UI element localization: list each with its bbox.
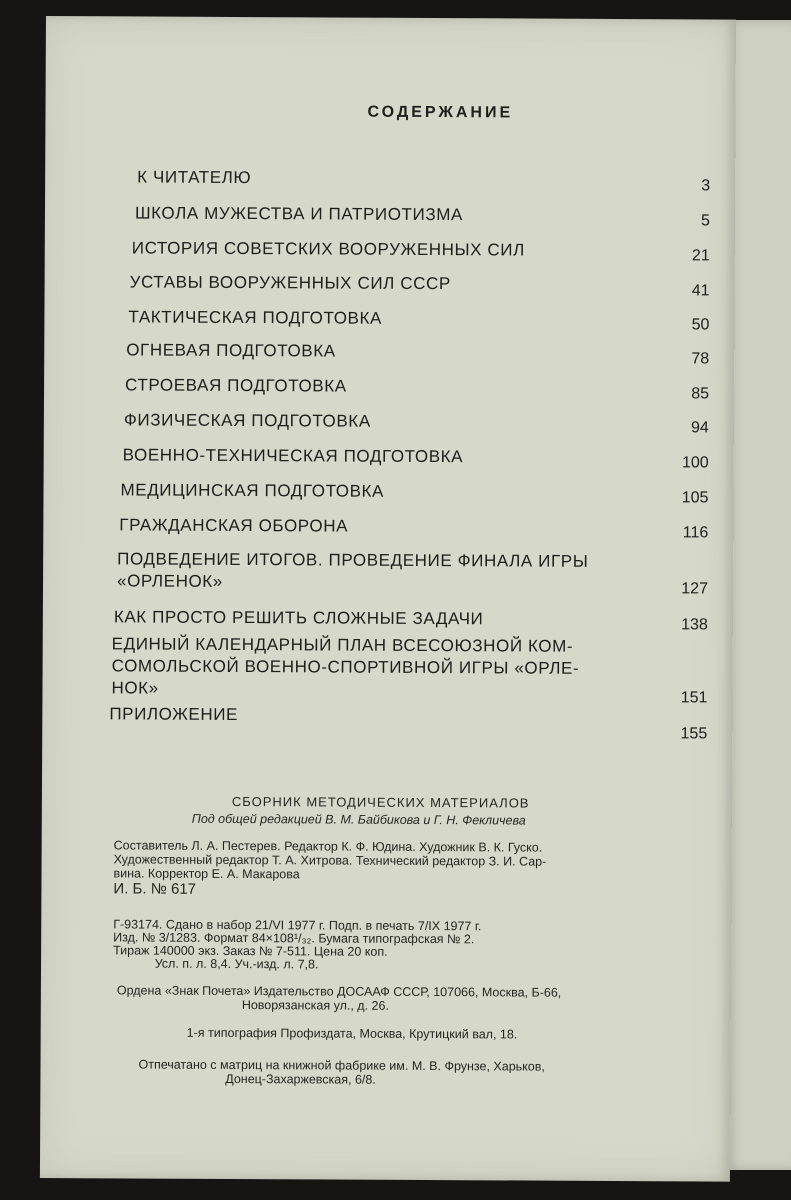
toc-entry-title: УСТАВЫ ВООРУЖЕННЫХ СИЛ СССР [129, 272, 451, 294]
toc-entry-page: 155 [680, 725, 708, 743]
toc-entry-page: 116 [682, 524, 709, 542]
toc-entry-page: 41 [691, 282, 710, 300]
toc-entry-title: ФИЗИЧЕСКАЯ ПОДГОТОВКА [123, 410, 371, 431]
toc-entry-title: ЕДИНЫЙ КАЛЕНДАРНЫЙ ПЛАН ВСЕСОЮЗНОЙ КОМ- СОМОЛЬСКОЙ ВОЕННО-СПОРТИВНОЙ ИГРЫ «ОРЛЕ- НОК» [111, 634, 580, 698]
toc-entry-title: КАК ПРОСТО РЕШИТЬ СЛОЖНЫЕ ЗАДАЧИ [113, 607, 484, 629]
toc-entry-page: 21 [691, 247, 710, 265]
ib-number: И. Б. № 617 [113, 880, 197, 898]
book-page [40, 16, 736, 1182]
editors-line: Под общей редакцией В. М. Байбикова и Г. Н. Фекличева [191, 811, 526, 828]
toc-entry-page: 94 [691, 419, 709, 437]
toc-entry-title: ВОЕННО-ТЕХНИЧЕСКАЯ ПОДГОТОВКА [122, 445, 464, 467]
toc-entry-title: ШКОЛА МУЖЕСТВА И ПАТРИОТИЗМА [134, 203, 463, 225]
toc-entry-page: 5 [700, 212, 710, 230]
toc-entry-title: ОГНЕВАЯ ПОДГОТОВКА [126, 340, 336, 361]
toc-entry-page: 50 [691, 316, 710, 334]
printer: 1-я типография Профиздата, Москва, Крутицкий вал, 18. [186, 1025, 518, 1042]
toc-entry-page: 151 [680, 689, 708, 707]
toc-heading: СОДЕРЖАНИЕ [367, 103, 514, 122]
printed-from: Отпечатано с матриц на книжной фабрике им. М. В. Фрунзе, Харьков, Донец-Захаржевская, 6/8. [138, 1057, 545, 1087]
toc-entry-title: МЕДИЦИНСКАЯ ПОДГОТОВКА [120, 480, 385, 501]
toc-entry-title: К ЧИТАТЕЛЮ [137, 167, 252, 188]
toc-entry-page: 78 [691, 350, 710, 368]
toc-entry-page: 85 [691, 385, 710, 403]
toc-entry-title: ПРИЛОЖЕНИЕ [109, 704, 239, 725]
toc-entry-title: ГРАЖДАНСКАЯ ОБОРОНА [119, 515, 349, 536]
toc-entry-page: 105 [681, 489, 709, 507]
print-details: Г-93174. Сдано в набор 21/VI 1977 г. Подп. в печать 7/IX 1977 г. Изд. № 3/1283. Формат 84×108¹/₃₂. Бумага типографская № 2. Тираж 140000 экз. Заказ № 7-511. Цена 20 коп. Усл. п. л. 8,4. Уч.-изд. л. 7,8. [113, 917, 482, 972]
toc-entry-title: ИСТОРИЯ СОВЕТСКИХ ВООРУЖЕННЫХ СИЛ [131, 238, 525, 260]
toc-entry-title: ПОДВЕДЕНИЕ ИТОГОВ. ПРОВЕДЕНИЕ ФИНАЛА ИГРЫ «ОРЛЕНОК» [116, 549, 589, 591]
credits: Составитель Л. А. Пестерев. Редактор К. Ф. Юдина. Художник В. К. Гуско. Художественный редактор Т. А. Хитрова. Технический редактор З. И. Сар- вина. Корректор Е. А. Макарова [113, 838, 547, 882]
collection-title: СБОРНИК МЕТОДИЧЕСКИХ МАТЕРИАЛОВ [231, 793, 530, 811]
publisher: Ордена «Знак Почета» Издательство ДОСААФ СССР, 107066, Москва, Б-66, Новорязанская ул., д. 26. [116, 983, 562, 1013]
toc-entry-title: ТАКТИЧЕСКАЯ ПОДГОТОВКА [128, 307, 383, 328]
toc-entry-page: 3 [701, 177, 711, 195]
toc-entry-page: 127 [681, 580, 709, 598]
toc-entry-page: 100 [681, 454, 709, 472]
toc-entry-title: СТРОЕВАЯ ПОДГОТОВКА [125, 375, 347, 396]
toc-entry-page: 138 [681, 616, 708, 634]
